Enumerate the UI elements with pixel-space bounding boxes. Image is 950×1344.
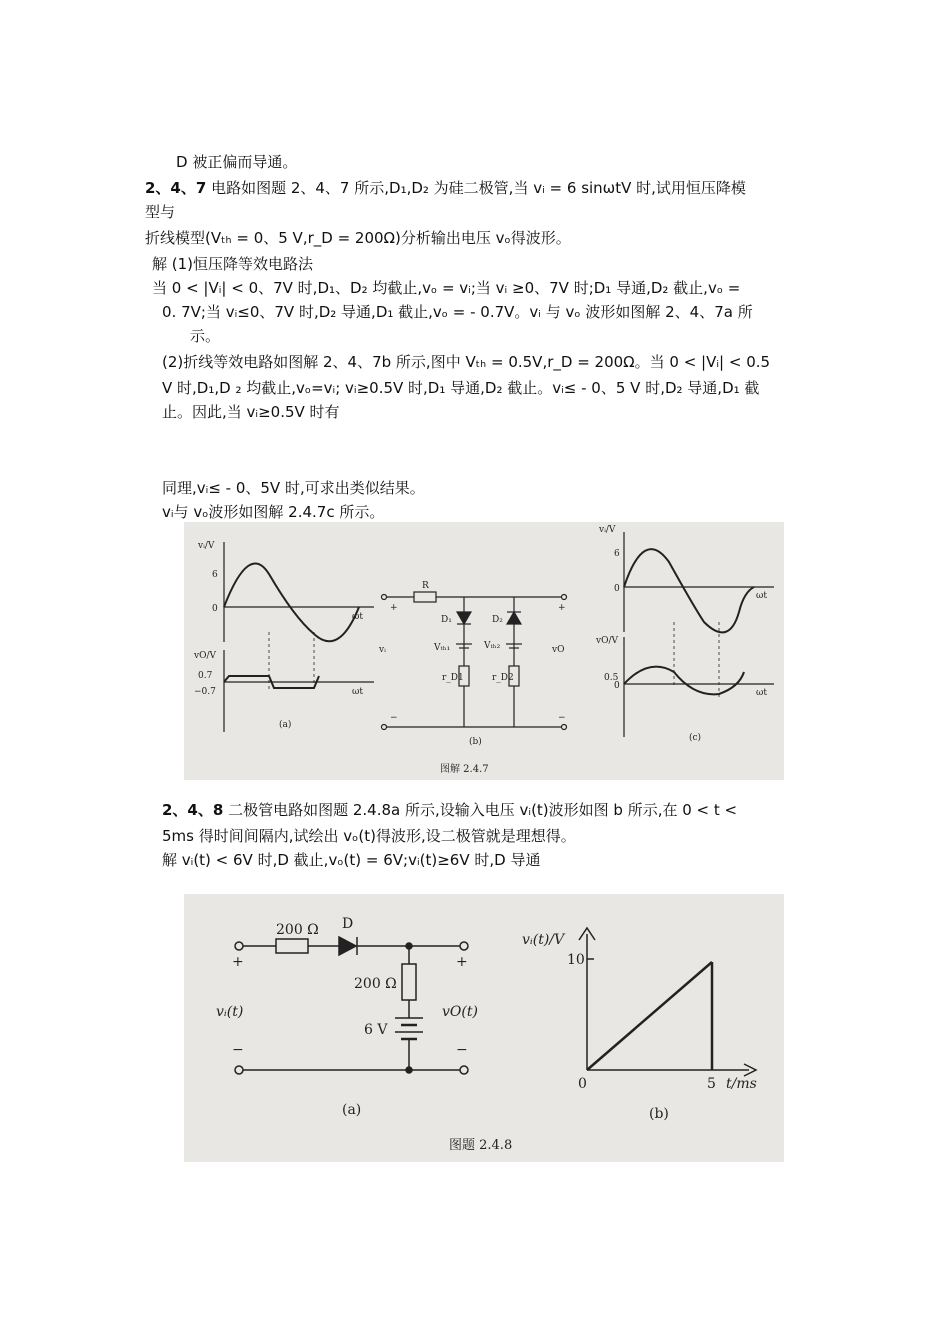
text-line: 折线模型(Vₜₕ = 0、5 V,r_D = 200Ω)分析输出电压 vₒ得波形。: [145, 229, 571, 247]
tick-0-c2: 0: [614, 681, 620, 691]
vo-label: vO(t): [442, 1004, 478, 1020]
minus-out: −: [456, 1042, 468, 1058]
problem-text: 电路如图题 2、4、7 所示,D₁,D₂ 为硅二极管,当 vᵢ = 6 sinωtV 时,试用恒压降模: [206, 179, 746, 197]
vi-label: vᵢ(t): [216, 1004, 244, 1020]
label-c: (c): [689, 733, 702, 743]
text-line: 同理,vᵢ≤ - 0、5V 时,可求出类似结果。: [162, 479, 425, 497]
text-line: 当 0 < |Vᵢ| < 0、7V 时,D₁、D₂ 均截止,vₒ = vᵢ;当 vᵢ ≥0、7V 时;D₁ 导通,D₂ 截止,vₒ =: [152, 279, 741, 297]
r1-label: 200 Ω: [276, 922, 319, 938]
plus-out-b: +: [558, 603, 566, 613]
minus-out-b: −: [558, 713, 566, 723]
label-a: (a): [279, 720, 292, 730]
plus-in: +: [232, 954, 244, 970]
vo-axis-label-a: vO/V: [194, 651, 216, 661]
vo-axis-label-c: vO/V: [596, 636, 618, 646]
text-line: D 被正偏而导通。: [176, 153, 298, 171]
label-b: (b): [469, 737, 482, 747]
rd1-label: r_D1: [442, 673, 464, 683]
tick-0: 0: [578, 1076, 587, 1092]
tick-6-c: 6: [614, 549, 620, 559]
vth2-label: Vₜₕ₂: [484, 641, 501, 651]
diode-label: D: [342, 916, 354, 932]
plus-out: +: [456, 954, 468, 970]
wt-label-a2: ωt: [352, 687, 363, 697]
wt-label-c1: ωt: [756, 591, 767, 601]
y-axis-label: vᵢ(t)/V: [522, 932, 565, 948]
text-line: 5ms 得时间间隔内,试绘出 vₒ(t)得波形,设二极管就是理想得。: [162, 827, 576, 845]
figure-2-4-7: [184, 522, 784, 780]
figure-2-4-7-svg: [184, 522, 784, 780]
tick-0-a: 0: [212, 604, 218, 614]
text-line: 解 vᵢ(t) < 6V 时,D 截止,vₒ(t) = 6V;vᵢ(t)≥6V 时,D 导通: [162, 851, 541, 869]
text-line: V 时,D₁,D ₂ 均截止,vₒ=vᵢ; vᵢ≥0.5V 时,D₁ 导通,D₂ 截止。vᵢ≤ - 0、5 V 时,D₂ 导通,D₁ 截: [162, 379, 760, 397]
d1-label: D₁: [441, 615, 452, 625]
tick-05-c: 0.5: [604, 673, 619, 683]
vi-axis-label-a: vᵢ/V: [198, 541, 215, 551]
tick-p07-a: 0.7: [198, 671, 213, 681]
minus-in: −: [232, 1042, 244, 1058]
text-line: 止。因此,当 vᵢ≥0.5V 时有: [162, 403, 340, 421]
vth1-label: Vₜₕ₁: [434, 643, 451, 653]
text-line: vᵢ与 vₒ波形如图解 2.4.7c 所示。: [162, 503, 385, 521]
problem-text: 二极管电路如图题 2.4.8a 所示,设输入电压 vᵢ(t)波形如图 b 所示,在 0 < t <: [223, 801, 738, 819]
minus-in-b: −: [390, 713, 398, 723]
tick-5: 5: [707, 1076, 716, 1092]
resistor-label: R: [422, 581, 429, 591]
t-axis-label: t/ms: [726, 1076, 757, 1092]
problem-number: 2、4、8: [162, 801, 224, 819]
plus-in-b: +: [390, 603, 398, 613]
tick-10: 10: [567, 952, 585, 968]
battery-label: 6 V: [364, 1022, 388, 1038]
text-line: 0. 7V;当 vᵢ≤0、7V 时,D₂ 导通,D₁ 截止,vₒ = - 0.7V。vᵢ 与 vₒ 波形如图解 2、4、7a 所: [162, 303, 753, 321]
label-a: (a): [342, 1102, 362, 1118]
text-line: 示。: [190, 327, 221, 345]
text-line: 型与: [145, 203, 176, 221]
figure-caption: 图题 2.4.8: [449, 1138, 513, 1153]
vo-label-b: vO: [552, 645, 565, 655]
wt-label-c2: ωt: [756, 688, 767, 698]
figure-2-4-8: [184, 894, 784, 1162]
tick-m07-a: −0.7: [194, 687, 216, 697]
figure-2-4-8-svg: [184, 894, 784, 1162]
wt-label-a1: ωt: [352, 612, 363, 622]
text-line: (2)折线等效电路如图解 2、4、7b 所示,图中 Vₜₕ = 0.5V,r_D = 200Ω。当 0 < |Vᵢ| < 0.5: [162, 353, 771, 371]
vi-label-b: vᵢ: [379, 645, 386, 655]
figure-caption: 图解 2.4.7: [440, 764, 489, 775]
r2-label: 200 Ω: [354, 976, 397, 992]
d2-label: D₂: [492, 615, 503, 625]
tick-0-c1: 0: [614, 584, 620, 594]
tick-6-a: 6: [212, 570, 218, 580]
rd2-label: r_D2: [492, 673, 514, 683]
label-b: (b): [649, 1106, 669, 1122]
problem-247-heading: [145, 178, 746, 198]
text-line: 解 (1)恒压降等效电路法: [152, 255, 314, 273]
problem-number: 2、4、7: [145, 179, 207, 197]
problem-248-heading: [162, 800, 737, 820]
vi-axis-label-c: vᵢ/V: [599, 525, 616, 535]
